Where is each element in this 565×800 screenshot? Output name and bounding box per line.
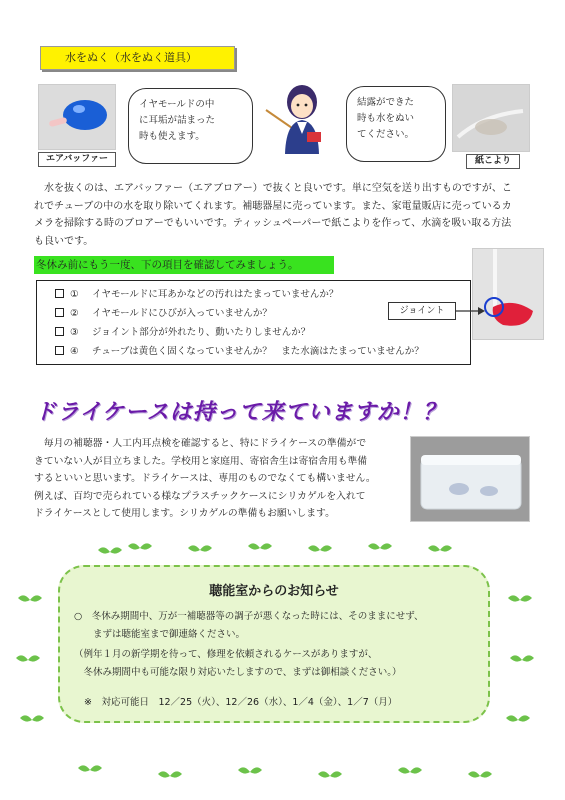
item-number: ①: [70, 289, 79, 300]
checkbox[interactable]: [55, 289, 64, 298]
paper-twist-illustration: [453, 85, 530, 152]
item-text: イヤモールドにひびが入っていませんか？: [92, 308, 272, 319]
drycase-title: ドライケースは持って来ていますか！？: [34, 400, 446, 425]
checklist-item: [55, 307, 272, 321]
left-bubble-line: 時も使えます。: [139, 131, 205, 142]
drycase-photo: [410, 436, 530, 522]
arrow-icon: [456, 306, 486, 316]
checklist-box: [36, 280, 471, 365]
right-bubble-line: 結露ができた: [357, 97, 415, 108]
teacher-icon: [262, 82, 336, 154]
right-bubble-line: 時も水をぬい: [357, 113, 415, 124]
drycase-line: 毎月の補聴器・人工内耳点検を確認すると、特にドライケースの準備がで: [34, 438, 367, 449]
notice-line: まずは聴能室まで御連絡ください。: [74, 629, 246, 640]
checkbox[interactable]: [55, 346, 64, 355]
item-text: ジョイント部分が外れたり、動いたりしませんか？: [92, 327, 311, 338]
notice-box: [58, 565, 490, 723]
notice-title: 聴能室からのお知らせ: [209, 584, 339, 599]
checklist-item: [55, 345, 424, 359]
item-number: ②: [70, 308, 79, 319]
drycase-line: ドライケースとして使用します。シリカゲルの準備もお願いします。: [34, 508, 335, 519]
notice-line: 冬休み期間中も可能な限り対応いたしますので、まずは御相談ください。）: [74, 667, 402, 678]
air-buffer-caption: エアバッファー: [38, 152, 116, 167]
joint-label: ジョイント: [388, 302, 456, 320]
notice-line: ※ 対応可能日 12／25（火）、12／26（水）、1／4（金）、1／7（月）: [84, 697, 398, 708]
item-number: ③: [70, 327, 79, 338]
drycase-line: 例えば、百均で売られている様なプラスチックケースにシリカゲルを入れて: [34, 490, 366, 502]
paper-twist-photo: [452, 84, 530, 152]
earmold-illustration: [473, 249, 544, 340]
checkbox[interactable]: [55, 308, 64, 317]
intro-line: 水を抜くのは、エアバッファー（エアブロアー）で抜くと良いです。単に空気を送り出すものですが、こ: [34, 183, 512, 194]
item-text: イヤモールドに耳あかなどの汚れはたまっていませんか？: [92, 289, 339, 300]
air-buffer-illustration: [39, 85, 116, 150]
drycase-paragraph: [34, 435, 404, 523]
item-text: チューブは黄色く固くなっていませんか？ また水滴はたまっていませんか？: [92, 346, 424, 357]
left-speech-bubble: [128, 88, 253, 164]
notice-line: ○ 冬休み期間中、万が一補聴器等の調子が悪くなった時には、そのままにせず、: [74, 611, 424, 622]
checkbox[interactable]: [55, 327, 64, 336]
checklist-item: [55, 288, 338, 302]
drycase-line: きていない人が目立ちました。学校用と家庭用、寄宿舎生は寄宿舎用も準備: [34, 455, 368, 467]
right-speech-bubble: [346, 86, 446, 162]
left-bubble-line: イヤモールドの中: [139, 99, 215, 110]
section-title: 水をぬく（水をぬく道具）: [40, 46, 235, 70]
intro-line: れでチューブの中の水を取り除いてくれます。補聴器屋に売っています。また、家電量販店に売っているカ: [34, 200, 512, 212]
intro-paragraph: [34, 180, 544, 250]
intro-line: メラを掃除する時のブロアーでもいいです。ティッシュペーパーで紙こよりを作って、水滴を吸い取る方法: [34, 218, 512, 229]
checklist-heading: 冬休み前にもう一度、下の項目を確認してみましょう。: [34, 256, 334, 274]
intro-line: も良いです。: [34, 235, 94, 247]
air-buffer-photo: [38, 84, 116, 150]
left-bubble-line: に耳垢が詰まった: [139, 115, 216, 126]
checklist-item: [55, 326, 310, 340]
earmold-joint-photo: [472, 248, 544, 340]
paper-twist-caption: 紙こより: [466, 154, 520, 169]
item-number: ④: [70, 346, 79, 357]
drycase-line: するといいと思います。ドライケースは、専用のものでなくても構いません。: [34, 473, 376, 484]
plastic-case-illustration: [411, 437, 530, 522]
notice-line: （例年１月の新学期を待って、修理を依頼されるケースがありますが、: [74, 649, 378, 660]
right-bubble-line: てください。: [357, 129, 415, 140]
